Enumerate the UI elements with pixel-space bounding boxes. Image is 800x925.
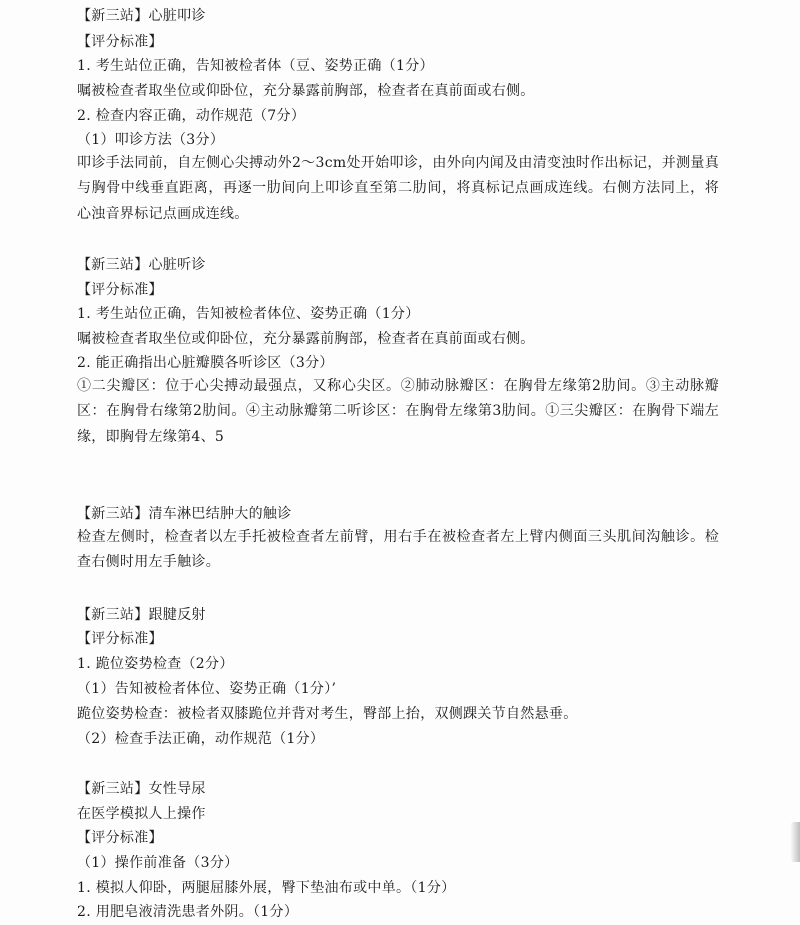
section2-criteria: 【评分标准】 xyxy=(77,282,163,298)
section4-criteria: 【评分标准】 xyxy=(77,631,163,647)
section4-item1: 1. 跪位姿势检查（2分） xyxy=(77,656,234,672)
section1-item1: 1. 考生站位正确，告知被检者体（豆、姿势正确（1分） xyxy=(77,58,434,74)
section1-title: 【新三站】心脏叩诊 xyxy=(77,8,206,24)
section2-item1-detail: 嘱被检查者取坐位或仰卧位，充分暴露前胸部，检查者在真前面或右侧。 xyxy=(77,331,535,347)
section3-text: 检查左侧时，检查者以左手托被检查者左前臂，用右手在被检查者左上臂内侧面三头肌间沟触诊。检查右侧时用左手触诊。 xyxy=(77,529,719,571)
section1-criteria: 【评分标准】 xyxy=(77,34,163,50)
section2-areas: ①二尖瓣区：位于心尖搏动最强点，又称心尖区。②肺动脉瓣区：在胸骨左缘第2肋间。③主动脉瓣区：在胸骨右缘第2肋间。④主动脉瓣第二听诊区：在胸骨左缘第3肋间。①三尖瓣区：在胸骨下端左缘，即胸骨左缘第4、5 xyxy=(77,378,719,445)
section5-context: 在医学模拟人上操作 xyxy=(77,806,206,822)
section5-item2: 2. 用肥皂液清洗患者外阴。（1分） xyxy=(77,904,299,920)
section2-item2: 2. 能正确指出心脏瓣膜各听诊区（3分） xyxy=(77,355,334,371)
section1-sub1: （1）叩诊方法（3分） xyxy=(77,132,225,148)
section5-criteria: 【评分标准】 xyxy=(77,830,163,846)
scan-edge-shadow xyxy=(790,822,800,862)
section3-title: 【新三站】清车淋巴结肿大的触诊 xyxy=(77,506,292,522)
section1-method: 叩诊手法同前，自左侧心尖搏动外2～3cm处开始叩诊，由外向内闻及由清变浊时作出标记，并测量真与胸骨中线垂直距离，再逐一肋间向上叩诊直至第二肋间，将真标记点画成连线。右侧方法同上，将心浊音界标记点画成连线。 xyxy=(77,155,719,222)
section4-title: 【新三站】跟腱反射 xyxy=(77,607,206,623)
section2-title: 【新三站】心脏听诊 xyxy=(77,257,206,273)
section1-item1-detail: 嘱被检查者取坐位或仰卧位，充分暴露前胸部，检查者在真前面或右侧。 xyxy=(77,83,535,99)
section2-item1: 1. 考生站位正确，告知被检者体位、姿势正确（1分） xyxy=(77,306,420,322)
section5-item1: 1. 模拟人仰卧，两腿屈膝外展，臀下垫油布或中单。（1分） xyxy=(77,880,456,896)
section4-sub1: （1）告知被检者体位、姿势正确（1分）’ xyxy=(77,681,337,697)
section4-sub2: （2）检查手法正确，动作规范（1分） xyxy=(77,731,325,747)
section5-sub1: （1）操作前准备（3分） xyxy=(77,855,239,871)
section1-item2: 2. 检查内容正确，动作规范（7分） xyxy=(77,108,306,124)
section5-title: 【新三站】女性导尿 xyxy=(77,781,206,797)
section4-detail: 跪位姿势检查：被检者双膝跪位并背对考生，臀部上抬，双侧踝关节自然悬垂。 xyxy=(77,706,578,722)
